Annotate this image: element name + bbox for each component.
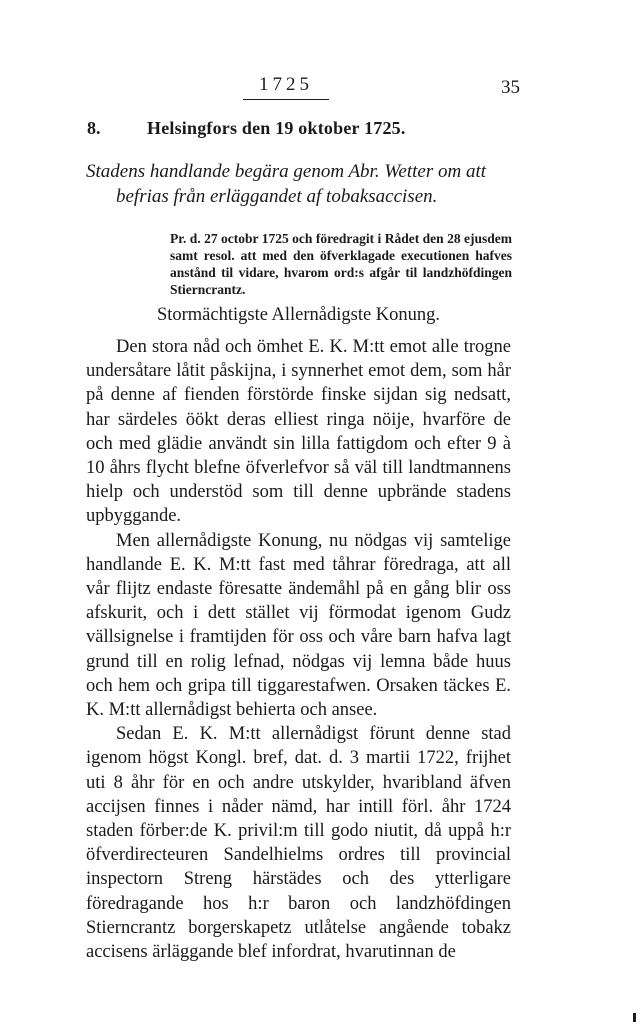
body-paragraph: Sedan E. K. M:tt allernådigst förunt denne stad igenom högst Kongl. bref, dat. d. 3 martii 1722, frijhet uti 8 åhr för en och andre utskylder, hvaribland äfven accijsen finnes i nåder nämd, har intill förl. åhr 1724 staden förber:de K. privil:m till godo niutit, då uppå h:r öfverdirecteuren Sandelhielms ordres till provincial inspectorn Streng härstädes och des ytterligare föredragande hos h:r baron och landzhöfdingen Stierncrantz borgerskapetz utlåtelse angående tobakz accisens ärläggande blef infordrat, hvarutinnan de	[86, 724, 511, 963]
body-paragraph: Den stora nåd och ömhet E. K. M:tt emot alle trogne undersåtare låtit påskijna, i synnerhet emot dem, som hår på denne af fienden förstörde finske sijdan sig nedsatt, har särdeles öökt deras elliest ringa nöije, hvarföre de och med glädie användt sin lilla fattigdom och efter 9 à 10 åhrs flycht blefne öfverlefvor så väl till landtmannens hielp och understöd som till denne upbrände stadens upbyggande.	[86, 337, 511, 527]
summary-line: Stadens handlande begära genom Abr. Wetter om att	[86, 161, 487, 182]
page-number: 35	[501, 77, 520, 98]
body-paragraph: Men allernådigste Konung, nu nödgas vij samtelige handlande E. K. M:tt fast med tåhrar föredraga, att all vår flijtz endaste föresatte ändemåhl på en gång blir oss afskurit, och i dett stället vij förmodat igenom Gudz vällsignelse i framtijden för oss och våre barn hafva lagt grund till en rolig lefnad, nödgas vij lemna både huus och hem och gripa till tiggarestafwen. Orsaken täckes E. K. M:tt allernådigst behierta och ansee.	[86, 530, 511, 721]
document-summary	[86, 159, 511, 209]
summary-line: befrias från erläggandet af tobaksaccisen.	[116, 186, 438, 207]
running-header-year: 1725	[259, 74, 313, 95]
document-number: 8.	[87, 118, 101, 138]
letter-body	[86, 335, 511, 964]
header-underline	[243, 99, 329, 100]
scan-speck	[633, 1013, 636, 1022]
document-heading: Helsingfors den 19 oktober 1725.	[147, 118, 406, 138]
salutation: Stormächtigste Allernådigste Konung.	[156, 305, 441, 325]
archival-note: Pr. d. 27 octobr 1725 och föredragit i Rådet den 28 ejusdem samt resol. att med den öfverklagade executionen hafves anstånd til vidare, hvarom ord:s afgår til landzhöfdingen Stierncrantz.	[170, 231, 512, 297]
